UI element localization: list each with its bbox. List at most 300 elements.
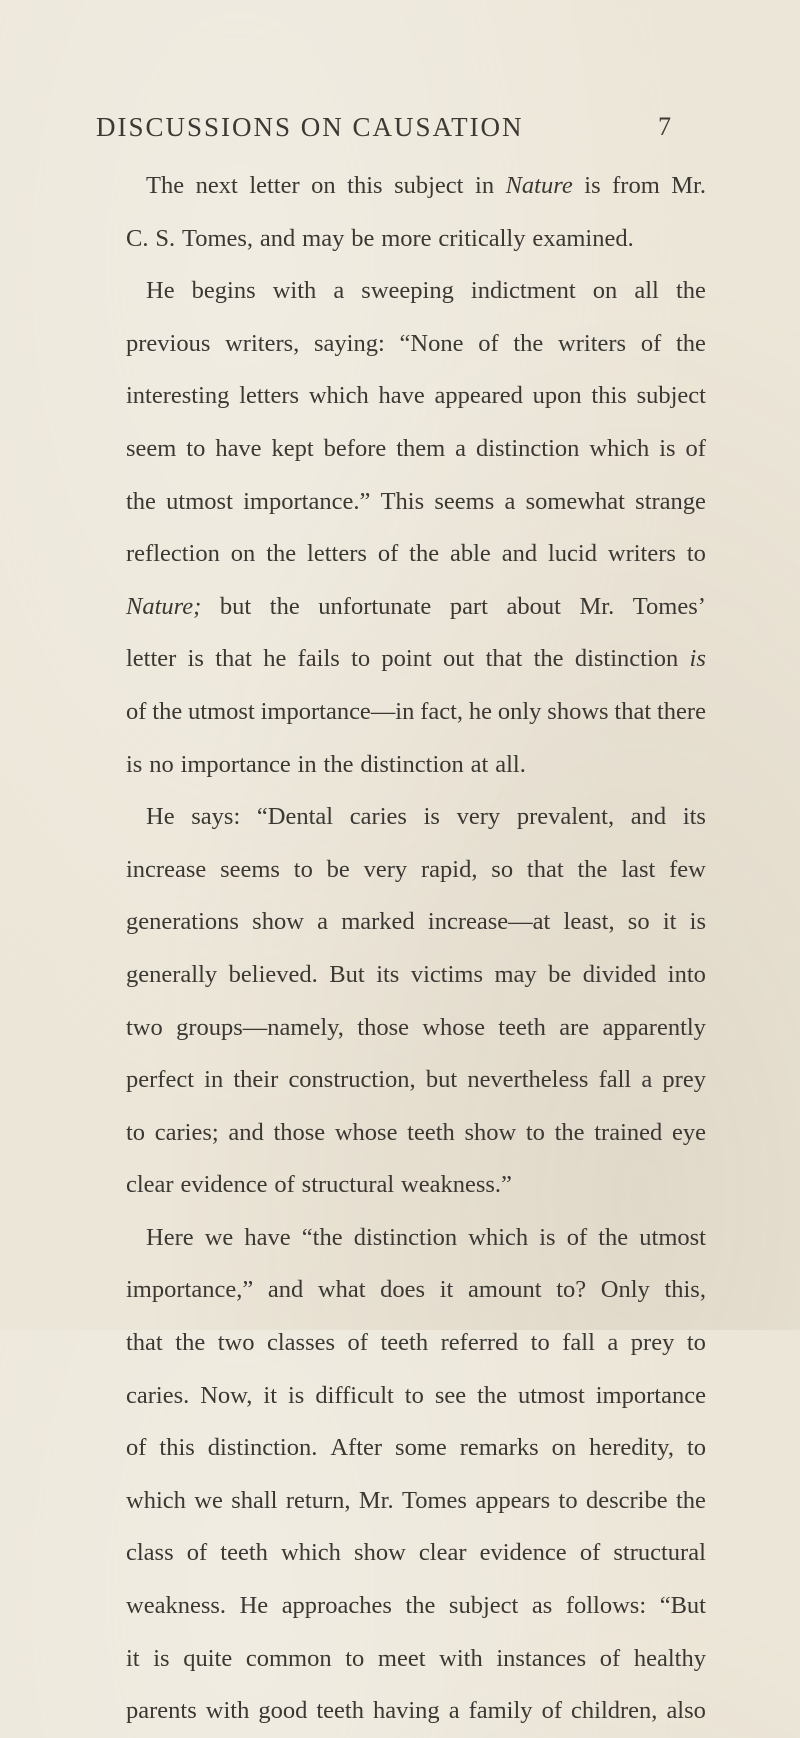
word: this, [664, 1276, 706, 1304]
text-line [126, 791, 706, 844]
word: Here [146, 1223, 194, 1251]
word: is [659, 434, 676, 462]
word: and [259, 224, 296, 252]
word: seems [434, 487, 495, 515]
word: critically [438, 224, 526, 252]
word: be [351, 224, 375, 252]
word: utmost [639, 1223, 706, 1251]
word: with [439, 1644, 483, 1672]
word: a [317, 908, 328, 936]
word: a [333, 277, 345, 305]
word: is [187, 645, 204, 673]
text-line [126, 370, 706, 423]
word: to [345, 1644, 365, 1672]
word: a [607, 1329, 619, 1357]
word: the [323, 750, 354, 778]
word: the [126, 487, 156, 515]
word: divided [582, 960, 657, 988]
word: reflection [126, 540, 220, 568]
word: part [449, 592, 488, 620]
word: shows [547, 697, 609, 725]
word: This [380, 487, 425, 515]
word: on [551, 1434, 577, 1462]
word: He [146, 803, 175, 831]
word: perfect [126, 1066, 194, 1094]
word: “None [399, 329, 464, 357]
word: heredity, [589, 1434, 674, 1462]
word: last [621, 855, 656, 883]
word: which [468, 1223, 529, 1251]
word: be [548, 960, 572, 988]
word: distinction [353, 1223, 458, 1251]
word: and [228, 1118, 264, 1146]
word: distinction [475, 434, 580, 462]
text-line [126, 633, 706, 686]
word: the [675, 277, 706, 305]
text-line [126, 213, 706, 266]
word: utmost [518, 1381, 585, 1409]
word: may [302, 224, 345, 252]
word: family [468, 1697, 533, 1725]
word: the [409, 540, 440, 568]
word: is [126, 750, 143, 778]
word: S. [155, 224, 176, 252]
word: but [219, 592, 252, 620]
word: only [497, 697, 542, 725]
word: the [175, 1329, 206, 1357]
word: is [689, 645, 706, 673]
word: construction, [288, 1066, 416, 1094]
word: to [686, 1329, 706, 1357]
word: He [239, 1592, 269, 1620]
word: of [126, 1434, 147, 1462]
word: “But [659, 1592, 706, 1620]
word: previous [126, 329, 211, 357]
text-line [126, 1633, 706, 1686]
text-line [126, 265, 706, 318]
text-line [126, 1159, 706, 1212]
word: He [146, 277, 175, 305]
word: marked [341, 908, 415, 936]
text-line [126, 581, 706, 634]
word: show [354, 1539, 406, 1567]
word: Tomes, [181, 224, 254, 252]
text-line [126, 1685, 706, 1738]
word: the [554, 1118, 585, 1146]
word: does [380, 1276, 426, 1304]
word: good [258, 1697, 308, 1725]
word: increase—at [427, 908, 551, 936]
word: before [323, 434, 387, 462]
word: groups—namely, [176, 1013, 344, 1041]
word: the [598, 1223, 629, 1251]
word: Mr. [671, 172, 706, 199]
word: a [641, 1066, 653, 1094]
word: kept [271, 434, 314, 462]
word: Tomes [401, 1486, 467, 1514]
text-line [126, 476, 706, 529]
word: appears [475, 1486, 551, 1514]
word: prey [662, 1066, 706, 1094]
word: importance.” [243, 487, 371, 515]
word: quite [183, 1644, 233, 1672]
word: subject [448, 1592, 519, 1620]
word: rapid, [421, 855, 478, 883]
text-line [126, 949, 706, 1002]
word: have [244, 1223, 291, 1251]
word: of [126, 697, 147, 725]
word: it [263, 1381, 278, 1409]
text-line [126, 739, 706, 792]
word: meet [377, 1644, 426, 1672]
word: appeared [434, 382, 523, 410]
word: follows: [565, 1592, 647, 1620]
word: of [541, 1697, 562, 1725]
word: “Dental [256, 803, 334, 831]
word: of [640, 329, 662, 357]
word: fails [297, 645, 340, 673]
word: very [456, 803, 501, 831]
word: two [217, 1329, 255, 1357]
word: there [656, 697, 706, 725]
word: able [449, 540, 491, 568]
word: be [326, 855, 350, 883]
word: Only [600, 1276, 650, 1304]
running-title: DISCUSSIONS ON CAUSATION [96, 112, 524, 142]
word: to [530, 1329, 550, 1357]
word: of [478, 329, 499, 357]
word: we [194, 1486, 223, 1514]
word: no [149, 750, 174, 778]
text-line [126, 896, 706, 949]
text-line [126, 1317, 706, 1370]
word: the [266, 540, 297, 568]
word: he [263, 645, 287, 673]
word: which [589, 434, 650, 462]
word: referred [440, 1329, 519, 1357]
word: structural [301, 1171, 395, 1199]
word: and [501, 540, 538, 568]
text-line [126, 1107, 706, 1160]
word: more [381, 224, 432, 252]
word: two [126, 1013, 163, 1041]
word: examined. [532, 224, 634, 252]
word: remarks [459, 1434, 539, 1462]
word: importance—in [260, 697, 415, 725]
word: to [686, 540, 706, 568]
word: The [146, 172, 185, 199]
word: is [539, 1223, 556, 1251]
word: lucid [547, 540, 597, 568]
word: that [485, 645, 523, 673]
word: point [381, 645, 432, 673]
word: on [592, 277, 618, 305]
word: letter [126, 645, 177, 673]
word: that [526, 855, 564, 883]
word: prey [630, 1329, 675, 1357]
word: generations [126, 908, 239, 936]
word: with [272, 277, 317, 305]
text-line [126, 1054, 706, 1107]
word: whose [422, 1013, 485, 1041]
word: structural [613, 1539, 706, 1567]
word: difficult [315, 1381, 394, 1409]
word: interesting [126, 382, 230, 410]
body-text [126, 160, 706, 1738]
word: which [126, 1486, 186, 1514]
word: from [612, 172, 660, 199]
word: fall [562, 1329, 595, 1357]
word: their [233, 1066, 279, 1094]
word: But [329, 960, 365, 988]
word: see [434, 1381, 467, 1409]
word: whose [334, 1118, 398, 1146]
word: sweeping [361, 277, 454, 305]
word: caries; [154, 1118, 219, 1146]
word: the [675, 329, 706, 357]
word: clear [126, 1171, 174, 1199]
word: of [377, 540, 399, 568]
word: shall [231, 1486, 278, 1514]
word: a [455, 434, 467, 462]
word: to [525, 1118, 545, 1146]
word: weakness. [126, 1592, 227, 1620]
word: C. [126, 224, 149, 252]
word: teeth [220, 1539, 268, 1567]
word: show [252, 908, 304, 936]
word: to [686, 1434, 706, 1462]
word: in [297, 750, 317, 778]
text-line [126, 686, 706, 739]
word: all [634, 277, 659, 305]
word: the [405, 1592, 436, 1620]
word: of [579, 1539, 601, 1567]
word: with [205, 1697, 250, 1725]
word: which [281, 1539, 341, 1567]
word: so [627, 908, 650, 936]
word: all. [495, 750, 526, 778]
word: distinction [574, 645, 679, 673]
word: that [614, 697, 652, 725]
word: is [423, 803, 440, 831]
word: upon [532, 382, 582, 410]
text-line [126, 1527, 706, 1580]
text-line [126, 1264, 706, 1317]
word: in [475, 172, 495, 199]
word: and [630, 803, 667, 831]
word: on [230, 540, 256, 568]
word: weakness.” [401, 1171, 512, 1199]
word: letters [239, 382, 300, 410]
word: “the [301, 1223, 343, 1251]
word: to [404, 1381, 424, 1409]
word: them [396, 434, 446, 462]
word: writers [607, 540, 676, 568]
word: the [477, 1381, 508, 1409]
word: unfortunate [318, 592, 432, 620]
word: the [152, 697, 183, 725]
word: we [204, 1223, 234, 1251]
word: have [215, 434, 262, 462]
word: utmost [188, 697, 255, 725]
word: instances [496, 1644, 587, 1672]
word: to [351, 645, 371, 673]
word: at [470, 750, 489, 778]
word: of [566, 1223, 588, 1251]
word: trained [594, 1118, 663, 1146]
text-line [126, 318, 706, 371]
text-line [126, 1212, 706, 1265]
word: teeth [316, 1697, 364, 1725]
text-line [126, 1002, 706, 1055]
word: the [533, 645, 564, 673]
word: healthy [633, 1644, 706, 1672]
word: have [378, 382, 425, 410]
word: also [666, 1697, 706, 1725]
word: Tomes’ [632, 592, 706, 620]
word: return, [285, 1486, 351, 1514]
word: evidence [479, 1539, 567, 1567]
word: amount [468, 1276, 542, 1304]
word: those [273, 1118, 326, 1146]
word: as [531, 1592, 553, 1620]
page-number: 7 [658, 112, 671, 141]
word: its [376, 960, 400, 988]
word: to [126, 1118, 146, 1146]
word: to? [556, 1276, 587, 1304]
word: is [584, 172, 601, 199]
word: teeth [407, 1118, 455, 1146]
word: which [308, 382, 369, 410]
word: a [504, 487, 516, 515]
word: out [443, 645, 475, 673]
word: of [347, 1329, 368, 1357]
word: After [330, 1434, 383, 1462]
text-line [126, 528, 706, 581]
text-line [126, 423, 706, 476]
word: subject [636, 382, 706, 410]
word: Nature [505, 172, 573, 199]
text-line [126, 1370, 706, 1423]
word: letter [249, 172, 300, 199]
word: clear [418, 1539, 467, 1567]
word: this [591, 382, 627, 410]
text-line [126, 1422, 706, 1475]
word: show [464, 1118, 517, 1146]
word: saying: [314, 329, 385, 357]
word: those [357, 1013, 409, 1041]
word: to [186, 434, 206, 462]
word: describe [585, 1486, 668, 1514]
word: the [675, 1486, 706, 1514]
word: letters [307, 540, 367, 568]
text-line [126, 844, 706, 897]
word: in [204, 1066, 224, 1094]
word: increase [126, 855, 207, 883]
word: of [685, 434, 706, 462]
word: says: [191, 803, 241, 831]
word: parents [126, 1697, 197, 1725]
word: into [667, 960, 706, 988]
word: it [439, 1276, 454, 1304]
word: children, [571, 1697, 658, 1725]
word: Now, [200, 1381, 253, 1409]
word: a [448, 1697, 460, 1725]
word: least, [563, 908, 615, 936]
word: class [126, 1539, 174, 1567]
word: next [195, 172, 238, 199]
word: it [662, 908, 677, 936]
word: he [468, 697, 493, 725]
word: utmost [166, 487, 233, 515]
word: prevalent, [516, 803, 615, 831]
word: the [269, 592, 300, 620]
word: on [311, 172, 336, 199]
word: teeth [380, 1329, 429, 1357]
word: and [267, 1276, 304, 1304]
word: few [669, 855, 706, 883]
word: distinction [360, 750, 464, 778]
word: caries. [126, 1381, 190, 1409]
word: apparently [602, 1013, 706, 1041]
word: victims [410, 960, 483, 988]
word: its [682, 803, 706, 831]
word: subject [394, 172, 464, 199]
word: to [558, 1486, 578, 1514]
word: Nature; [126, 592, 202, 620]
word: this [159, 1434, 195, 1462]
word: evidence [180, 1171, 268, 1199]
word: distinction. [207, 1434, 318, 1462]
word: Mr. [579, 592, 615, 620]
word: to [293, 855, 313, 883]
word: writers, [225, 329, 300, 357]
word: the [513, 329, 544, 357]
word: are [559, 1013, 590, 1041]
word: is [689, 908, 706, 936]
word: importance [180, 750, 291, 778]
word: some [395, 1434, 447, 1462]
word: indictment [470, 277, 576, 305]
word: fall [598, 1066, 632, 1094]
word: of [186, 1539, 208, 1567]
text-line [126, 160, 706, 213]
word: fact, [420, 697, 464, 725]
word: that [215, 645, 252, 673]
word: having [373, 1697, 440, 1725]
word: may [494, 960, 537, 988]
word: believed. [228, 960, 318, 988]
word: what [317, 1276, 366, 1304]
word: generally [126, 960, 218, 988]
word: it [126, 1644, 140, 1672]
word: very [363, 855, 408, 883]
word: the [577, 855, 608, 883]
word: strange [635, 487, 706, 515]
word: that [126, 1329, 163, 1357]
running-head [96, 112, 696, 152]
word: but [425, 1066, 458, 1094]
word: approaches [281, 1592, 392, 1620]
word: common [245, 1644, 332, 1672]
word: Mr. [358, 1486, 394, 1514]
word: this [347, 172, 383, 199]
word: begins [191, 277, 256, 305]
word: teeth [498, 1013, 546, 1041]
word: so [491, 855, 514, 883]
word: is [288, 1381, 305, 1409]
word: eye [671, 1118, 706, 1146]
